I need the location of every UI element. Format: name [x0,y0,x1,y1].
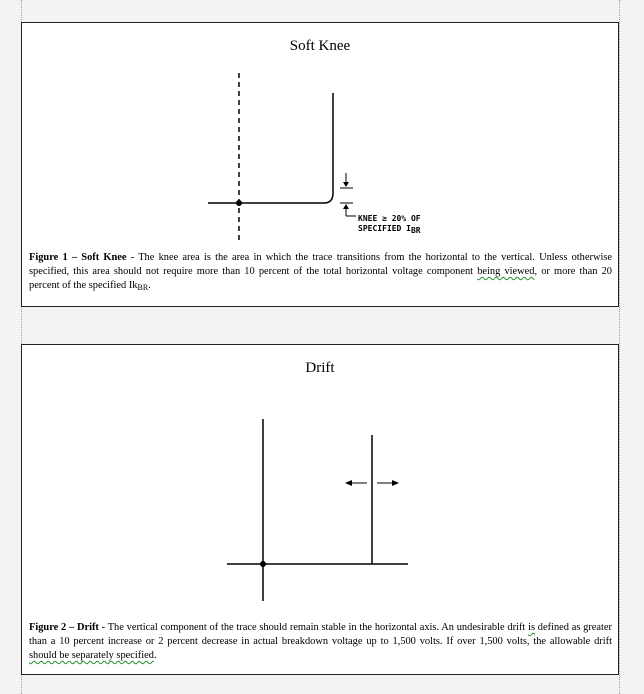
figure-1-sub: BR [137,283,149,292]
figure-2-label: Figure 2 – Drift [29,622,99,633]
figure-2-text-b: defined as greater than a 10 percent increase or 2 percent decrease in actual breakdown voltage up to 1,500 volts. If over 1,500 volts, the allowable drift [29,622,612,647]
knee-annotation-line1: KNEE ≥ 20% OF [358,214,421,223]
figure-2-wavy-1: is [528,622,536,633]
knee-arrowhead-lower [343,204,349,209]
drift-diagram [22,345,620,615]
knee-arrowhead-upper [343,182,349,187]
soft-knee-trace [324,93,333,203]
knee-annotation [358,214,421,236]
soft-knee-diagram [22,23,620,243]
figure-1-caption [29,251,612,295]
figure-1-text-c: . [148,280,151,291]
figure-1-label: Figure 1 – Soft Knee [29,252,127,263]
origin-dot [260,561,266,567]
figure-1-text-b: , or more than 20 percent of the specified Ik [29,266,612,291]
figure-2-title: Drift [305,360,335,376]
figure-2-text-a: - The vertical component of the trace should remain stable in the horizontal axis. An undesirable drift [98,622,529,633]
figure-2-text-c: . [153,650,157,661]
knee-annotation-sub: BR [410,226,421,235]
figure-1-panel [21,22,619,307]
figure-2-panel [21,344,619,675]
figure-1-text-a: - The knee area is the area in which the trace transitions from the horizontal to the vertical. Unless otherwise specified, this area should not require more than 10 percent of the total horizontal voltage component [29,252,612,277]
figure-1-title: Soft Knee [289,38,351,54]
knee-annotation-line2-text: SPECIFIED I [358,224,411,233]
knee-annotation-line2 [358,224,421,236]
origin-dot [236,200,242,206]
drift-arrowhead-left [345,480,352,486]
figure-2-wavy-2: should be separately specified [29,650,154,661]
figure-2-caption [29,621,612,663]
figure-1-wavy-1: being viewed [477,266,535,277]
drift-arrowhead-right [392,480,399,486]
